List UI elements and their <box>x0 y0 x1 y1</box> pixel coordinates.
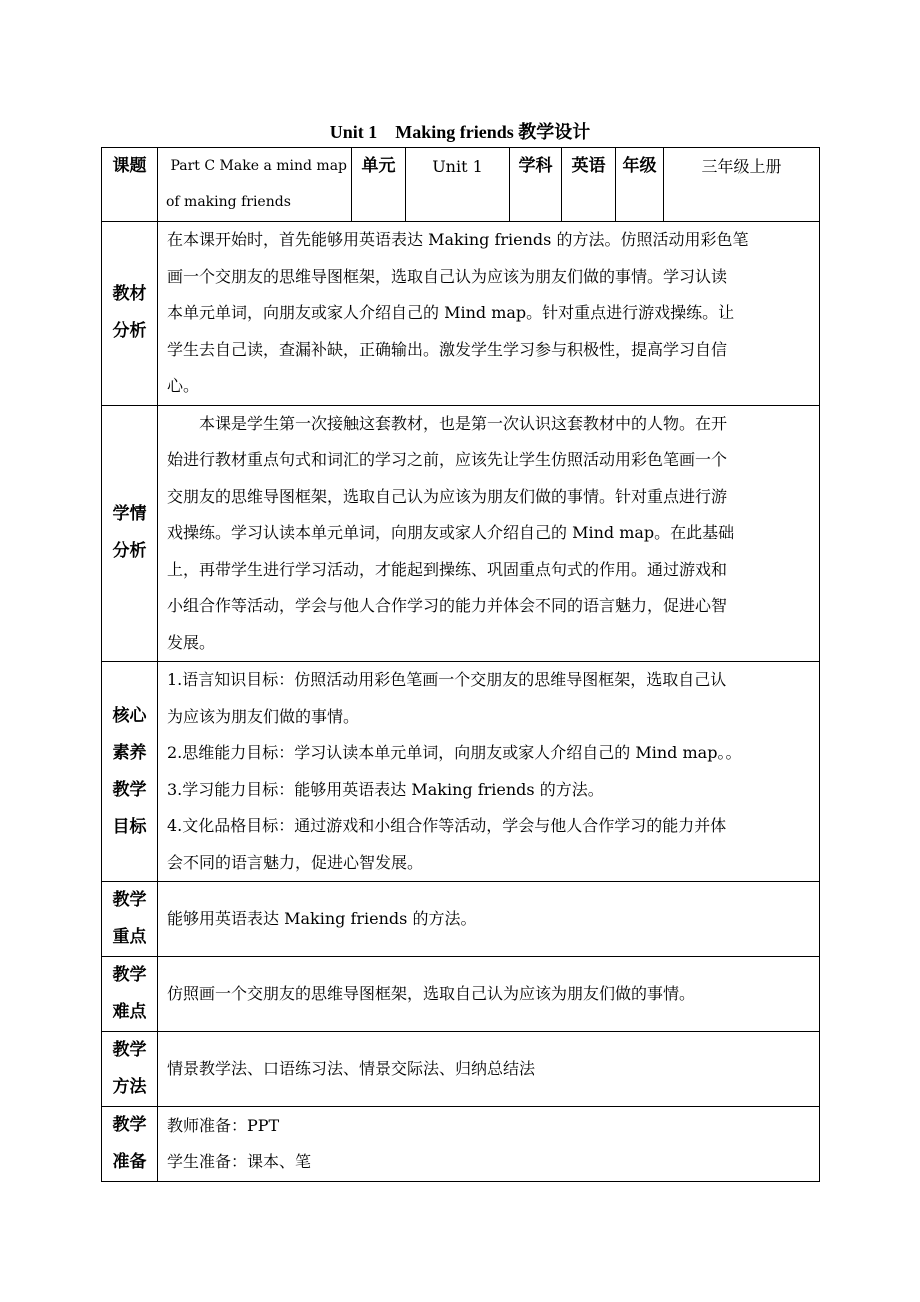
core-goals-label <box>102 662 158 882</box>
goal-line: 为应该为朋友们做的事情。 <box>167 706 360 726</box>
teacher-prep: 教师准备：PPT <box>167 1115 280 1135</box>
learner-analysis-content <box>158 405 820 662</box>
preparation-label <box>102 1107 158 1182</box>
goals-label-line-4: 目标 <box>112 816 147 837</box>
subject-value: 英语 <box>562 148 616 222</box>
learner-line: 本课是学生第一次接触这套教材，也是第一次认识这套教材中的人物。在开 <box>199 413 728 433</box>
methods-content: 情景教学法、口语练习法、情景交际法、归纳总结法 <box>158 1032 820 1107</box>
difficulty-label <box>102 957 158 1032</box>
document-title: Unit 1 Making friends 教学设计 <box>329 122 591 142</box>
keypoint-label-line-1: 教学 <box>112 890 147 910</box>
material-analysis-row <box>102 222 820 406</box>
difficulty-content: 仿照画一个交朋友的思维导图框架，选取自己认为应该为朋友们做的事情。 <box>158 957 820 1032</box>
material-analysis-label <box>102 222 158 406</box>
difficulty-row <box>102 957 820 1032</box>
material-line: 画一个交朋友的思维导图框架，选取自己认为应该为朋友们做的事情。学习认读 <box>167 266 728 286</box>
topic-value-line-1: Part C Make a mind map <box>170 158 347 174</box>
learner-analysis-row <box>102 405 820 662</box>
core-goals-row <box>102 662 820 882</box>
grade-value: 三年级上册 <box>664 148 820 222</box>
learner-line: 戏操练。学习认读本单元单词，向朋友或家人介绍自己的 Mind map。在此基础 <box>167 523 735 542</box>
preparation-row <box>102 1107 820 1182</box>
goal-line: 2.思维能力目标：学习认读本单元单词，向朋友或家人介绍自己的 Mind map。。 <box>167 743 742 762</box>
prep-label-line-1: 教学 <box>112 1115 147 1135</box>
material-line: 在本课开始时，首先能够用英语表达 Making friends 的方法。仿照活动用彩色笔 <box>167 230 749 249</box>
grade-label: 年级 <box>616 148 664 222</box>
learner-line: 小组合作等活动，学会与他人合作学习的能力并体会不同的语言魅力，促进心智 <box>167 596 728 615</box>
unit-value: Unit 1 <box>406 148 510 222</box>
preparation-content <box>158 1107 820 1182</box>
student-prep: 学生准备：课本、笔 <box>167 1152 312 1171</box>
material-line: 心。 <box>167 376 200 395</box>
learner-line: 发展。 <box>167 632 216 652</box>
material-label-line-1: 教材 <box>112 284 147 305</box>
lesson-plan-table <box>101 147 820 1182</box>
goal-line: 会不同的语言魅力，促进心智发展。 <box>167 852 424 872</box>
keypoint-label-line-2: 重点 <box>112 927 147 947</box>
methods-label <box>102 1032 158 1107</box>
core-goals-content <box>158 662 820 882</box>
methods-label-line-2: 方法 <box>112 1077 147 1097</box>
learner-line: 交朋友的思维导图框架，选取自己认为应该为朋友们做的事情。针对重点进行游 <box>167 486 728 506</box>
learner-line: 始进行教材重点句式和词汇的学习之前，应该先让学生仿照活动用彩色笔画一个 <box>167 450 728 469</box>
material-label-line-2: 分析 <box>112 321 147 342</box>
material-line: 本单元单词，向朋友或家人介绍自己的 Mind map。针对重点进行游戏操练。让 <box>167 303 735 322</box>
difficulty-label-line-1: 教学 <box>112 965 147 985</box>
methods-row <box>102 1032 820 1107</box>
material-analysis-content <box>158 222 820 406</box>
goal-line: 1.语言知识目标：仿照活动用彩色笔画一个交朋友的思维导图框架，选取自己认 <box>167 670 727 689</box>
topic-value <box>158 148 352 222</box>
unit-label: 单元 <box>352 148 406 222</box>
key-points-content: 能够用英语表达 Making friends 的方法。 <box>158 882 820 957</box>
goal-line: 3.学习能力目标：能够用英语表达 Making friends 的方法。 <box>167 779 604 799</box>
learner-analysis-label <box>102 405 158 662</box>
methods-label-line-1: 教学 <box>112 1040 147 1060</box>
goals-label-line-2: 素养 <box>112 742 147 763</box>
goals-label-line-1: 核心 <box>112 705 147 726</box>
topic-value-line-2: of making friends <box>166 194 291 210</box>
learner-label-line-1: 学情 <box>112 504 147 525</box>
learner-line: 上，再带学生进行学习活动，才能起到操练、巩固重点句式的作用。通过游戏和 <box>167 559 728 579</box>
learner-label-line-2: 分析 <box>112 541 147 562</box>
key-points-row <box>102 882 820 957</box>
header-row <box>102 148 820 222</box>
key-points-label <box>102 882 158 957</box>
prep-label-line-2: 准备 <box>112 1152 147 1172</box>
difficulty-label-line-2: 难点 <box>112 1002 147 1022</box>
goal-line: 4.文化品格目标：通过游戏和小组合作等活动，学会与他人合作学习的能力并体 <box>167 816 727 835</box>
goals-label-line-3: 教学 <box>112 779 147 800</box>
subject-label: 学科 <box>510 148 562 222</box>
topic-label: 课题 <box>102 148 158 222</box>
material-line: 学生去自己读，查漏补缺，正确输出。激发学生学习参与积极性，提高学习自信 <box>167 339 728 359</box>
